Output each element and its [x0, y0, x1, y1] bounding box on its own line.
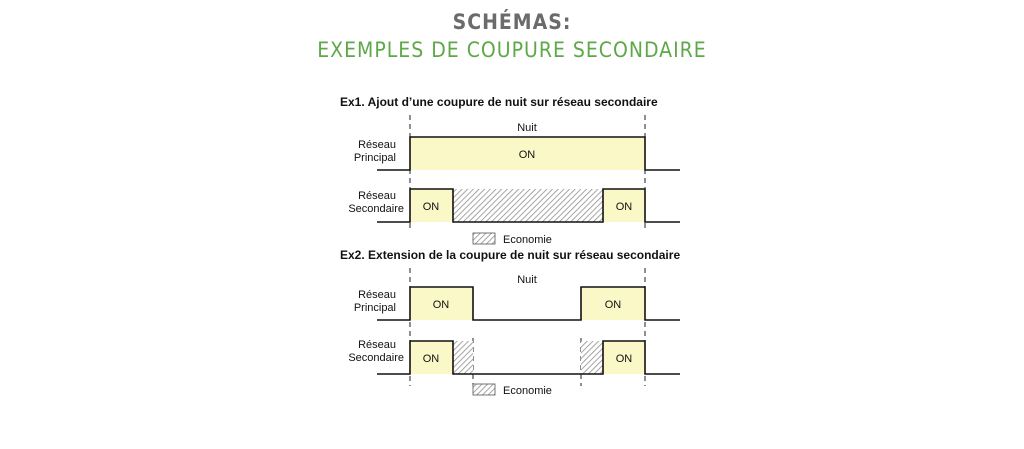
legend-label: Economie [503, 234, 552, 246]
example-1 [340, 95, 680, 246]
secondaire-label: Réseau [358, 190, 396, 202]
secondaire-label: Secondaire [348, 203, 404, 215]
example-title: Ex2. Extension de la coupure de nuit sur réseau secondaire [340, 248, 681, 262]
secondaire-label: Secondaire [348, 352, 404, 364]
on-label: ON [422, 353, 440, 365]
legend-label: Economie [503, 385, 552, 397]
on-label: ON [615, 201, 633, 213]
hatched-square-icon [473, 384, 495, 395]
page-title: SCHÉMAS: [452, 10, 572, 34]
example-2 [340, 248, 680, 397]
principal-label: Réseau [358, 139, 396, 151]
on-label: ON [518, 149, 536, 161]
on-label: ON [422, 201, 440, 213]
economie-hatch-right [581, 341, 603, 374]
principal-label: Principal [353, 152, 396, 164]
economie-hatch-left [453, 341, 473, 374]
economie-hatch [453, 189, 603, 222]
night-label: Nuit [517, 122, 537, 134]
on-label: ON [604, 299, 622, 311]
example-title: Ex1. Ajout d’une coupure de nuit sur réseau secondaire [340, 95, 658, 109]
principal-label: Réseau [358, 289, 396, 301]
night-label: Nuit [517, 274, 537, 286]
on-label: ON [615, 353, 633, 365]
hatched-square-icon [473, 233, 495, 244]
principal-label: Principal [353, 302, 396, 314]
page-subtitle: EXEMPLES DE COUPURE SECONDAIRE [317, 38, 707, 62]
on-label: ON [432, 299, 450, 311]
secondaire-label: Réseau [358, 339, 396, 351]
